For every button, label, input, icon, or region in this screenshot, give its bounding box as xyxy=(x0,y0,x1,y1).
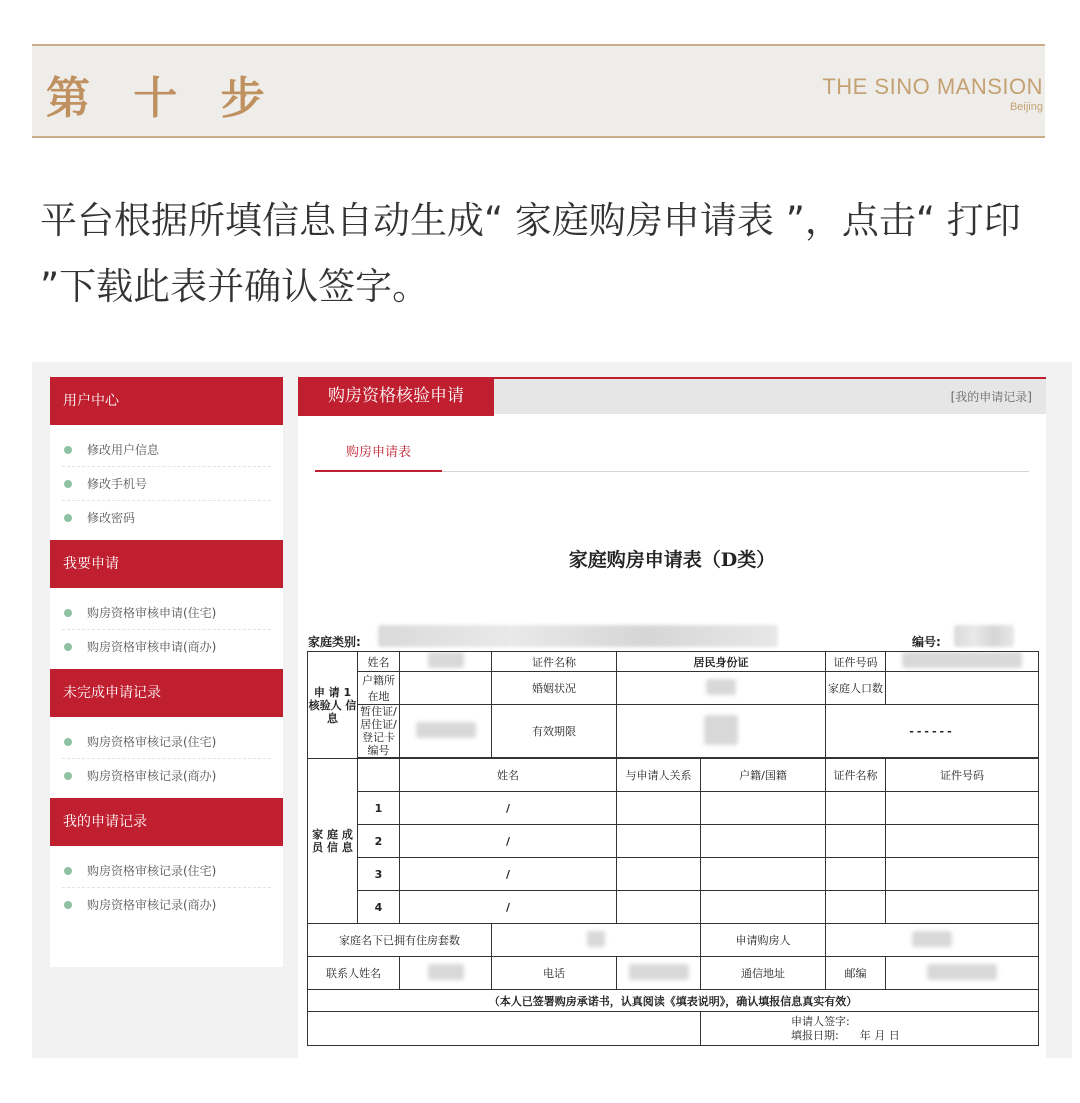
member-hukou xyxy=(701,891,826,924)
value-marital xyxy=(617,672,826,705)
value-name xyxy=(400,652,492,672)
member-name: / xyxy=(400,825,617,858)
signature-block xyxy=(701,1012,1039,1046)
label-name: 姓名 xyxy=(358,652,400,672)
member-cert-name xyxy=(826,891,886,924)
member-hukou xyxy=(701,825,826,858)
redacted-family-type xyxy=(378,625,778,647)
redacted-value xyxy=(912,931,952,947)
sidebar xyxy=(50,377,283,967)
redacted-value xyxy=(927,964,997,980)
table-row xyxy=(308,858,1039,891)
member-cert-number xyxy=(886,825,1039,858)
label-marital: 婚姻状况 xyxy=(492,672,617,705)
member-no: 3 xyxy=(358,858,400,891)
brand-name: THE SINO MANSION xyxy=(822,74,1043,99)
member-header-no xyxy=(358,759,400,792)
table-row xyxy=(308,891,1039,924)
redacted-value xyxy=(704,715,738,745)
bullet-icon xyxy=(64,609,72,617)
blank-cell xyxy=(308,1012,701,1046)
label-phone: 电话 xyxy=(492,957,617,990)
date-value: 年 月 日 xyxy=(859,1028,900,1042)
my-records-link[interactable]: [我的申请记录] xyxy=(950,390,1032,404)
value-household-count xyxy=(886,672,1039,705)
redacted-value xyxy=(629,964,689,980)
label-cert-name: 证件名称 xyxy=(492,652,617,672)
redacted-value xyxy=(587,931,605,947)
label-validity: 有效期限 xyxy=(492,705,617,758)
redacted-value xyxy=(902,652,1022,668)
redacted-value xyxy=(706,679,736,695)
sidebar-item-incomplete-residential[interactable]: 购房资格审核记录(住宅) xyxy=(62,725,271,759)
member-relation xyxy=(617,792,701,825)
value-cert-name: 居民身份证 xyxy=(617,652,826,672)
label-residence-permit: 暂住证/居住证/登记卡编号 xyxy=(358,705,400,758)
member-name: / xyxy=(400,858,617,891)
value-validity xyxy=(617,705,826,758)
value-residence-permit xyxy=(400,705,492,758)
label-buyer: 申请购房人 xyxy=(701,924,826,957)
redacted-value xyxy=(428,964,464,980)
label-postcode: 邮编 xyxy=(826,957,886,990)
member-cert-number xyxy=(886,792,1039,825)
redacted-value xyxy=(428,652,464,668)
member-no: 1 xyxy=(358,792,400,825)
member-no: 4 xyxy=(358,891,400,924)
label-address: 通信地址 xyxy=(701,957,826,990)
main-header xyxy=(298,377,1046,414)
sidebar-item-edit-user-info[interactable]: 修改用户信息 xyxy=(62,433,271,467)
member-cert-name xyxy=(826,792,886,825)
value-dashes: ------ xyxy=(826,705,1039,758)
member-hukou xyxy=(701,792,826,825)
serial-number-label: 编号: xyxy=(912,635,941,649)
member-cert-name xyxy=(826,858,886,891)
date-label: 填报日期: xyxy=(791,1028,839,1042)
sidebar-header-my-records: 我的申请记录 xyxy=(50,798,283,846)
bullet-icon xyxy=(64,643,72,651)
value-phone xyxy=(617,957,701,990)
bullet-icon xyxy=(64,867,72,875)
brand-logo xyxy=(822,74,1043,113)
value-houses-owned xyxy=(492,924,701,957)
bullet-icon xyxy=(64,446,72,454)
value-cert-number xyxy=(886,652,1039,672)
label-hukou: 户籍所在地 xyxy=(358,672,400,705)
label-contact-name: 联系人姓名 xyxy=(308,957,400,990)
member-cert-name xyxy=(826,825,886,858)
member-hukou xyxy=(701,858,826,891)
page-title: 购房资格核验申请 xyxy=(298,377,494,416)
step-title: 第 十 步 xyxy=(46,73,279,124)
bullet-icon xyxy=(64,901,72,909)
brand-city: Beijing xyxy=(1009,101,1043,113)
sidebar-item-edit-phone[interactable]: 修改手机号 xyxy=(62,467,271,501)
member-header-name: 姓名 xyxy=(400,759,617,792)
member-relation xyxy=(617,825,701,858)
family-type-label: 家庭类别: xyxy=(308,635,361,649)
member-relation xyxy=(617,891,701,924)
family-section-label: 家 庭 成 员 信 息 xyxy=(308,759,358,924)
bullet-icon xyxy=(64,738,72,746)
value-buyer xyxy=(826,924,1039,957)
value-contact-name xyxy=(400,957,492,990)
member-header-cert-name: 证件名称 xyxy=(826,759,886,792)
value-hukou xyxy=(400,672,492,705)
label-houses-owned: 家庭名下已拥有住房套数 xyxy=(308,924,492,957)
form-title: 家庭购房申请表（D类） xyxy=(568,549,776,571)
sidebar-item-incomplete-commercial[interactable]: 购房资格审核记录(商办) xyxy=(62,759,271,793)
member-header-hukou: 户籍/国籍 xyxy=(701,759,826,792)
sidebar-item-records-residential[interactable]: 购房资格审核记录(住宅) xyxy=(62,854,271,888)
application-form-table xyxy=(307,651,1039,1046)
table-row xyxy=(308,825,1039,858)
member-header-cert-number: 证件号码 xyxy=(886,759,1039,792)
member-name: / xyxy=(400,792,617,825)
sidebar-item-apply-commercial[interactable]: 购房资格审核申请(商办) xyxy=(62,630,271,664)
main-content xyxy=(298,377,1046,1058)
member-relation xyxy=(617,858,701,891)
member-name: / xyxy=(400,891,617,924)
tab-application-form[interactable]: 购房申请表 xyxy=(315,441,442,472)
applicant-section-label: 申 请 1 核验人 信 息 xyxy=(308,652,358,759)
member-header-relation: 与申请人关系 xyxy=(617,759,701,792)
sidebar-item-apply-residential[interactable]: 购房资格审核申请(住宅) xyxy=(62,596,271,630)
instruction-text: 平台根据所填信息自动生成“ 家庭购房申请表 ”，点击“ 打印 ”下载此表并确认签字。 xyxy=(40,199,1021,308)
sidebar-item-edit-password[interactable]: 修改密码 xyxy=(62,501,271,535)
signature-label: 申请人签字: xyxy=(791,1014,850,1028)
sidebar-item-records-commercial[interactable]: 购房资格审核记录(商办) xyxy=(62,888,271,922)
sidebar-header-incomplete: 未完成申请记录 xyxy=(50,669,283,717)
bullet-icon xyxy=(64,480,72,488)
label-cert-number: 证件号码 xyxy=(826,652,886,672)
label-household-count: 家庭人口数 xyxy=(826,672,886,705)
bullet-icon xyxy=(64,772,72,780)
member-cert-number xyxy=(886,858,1039,891)
member-cert-number xyxy=(886,891,1039,924)
step-banner xyxy=(32,44,1045,138)
redacted-value xyxy=(416,722,476,738)
sidebar-header-user-center: 用户中心 xyxy=(50,377,283,425)
bullet-icon xyxy=(64,514,72,522)
declaration-notice: （本人已签署购房承诺书，认真阅读《填表说明》，确认填报信息真实有效） xyxy=(308,990,1039,1012)
screenshot-panel xyxy=(32,362,1072,1058)
date-line xyxy=(791,1029,1038,1043)
redacted-serial-number xyxy=(954,625,1014,647)
table-row xyxy=(308,792,1039,825)
member-no: 2 xyxy=(358,825,400,858)
sidebar-header-apply: 我要申请 xyxy=(50,540,283,588)
value-postcode xyxy=(886,957,1039,990)
